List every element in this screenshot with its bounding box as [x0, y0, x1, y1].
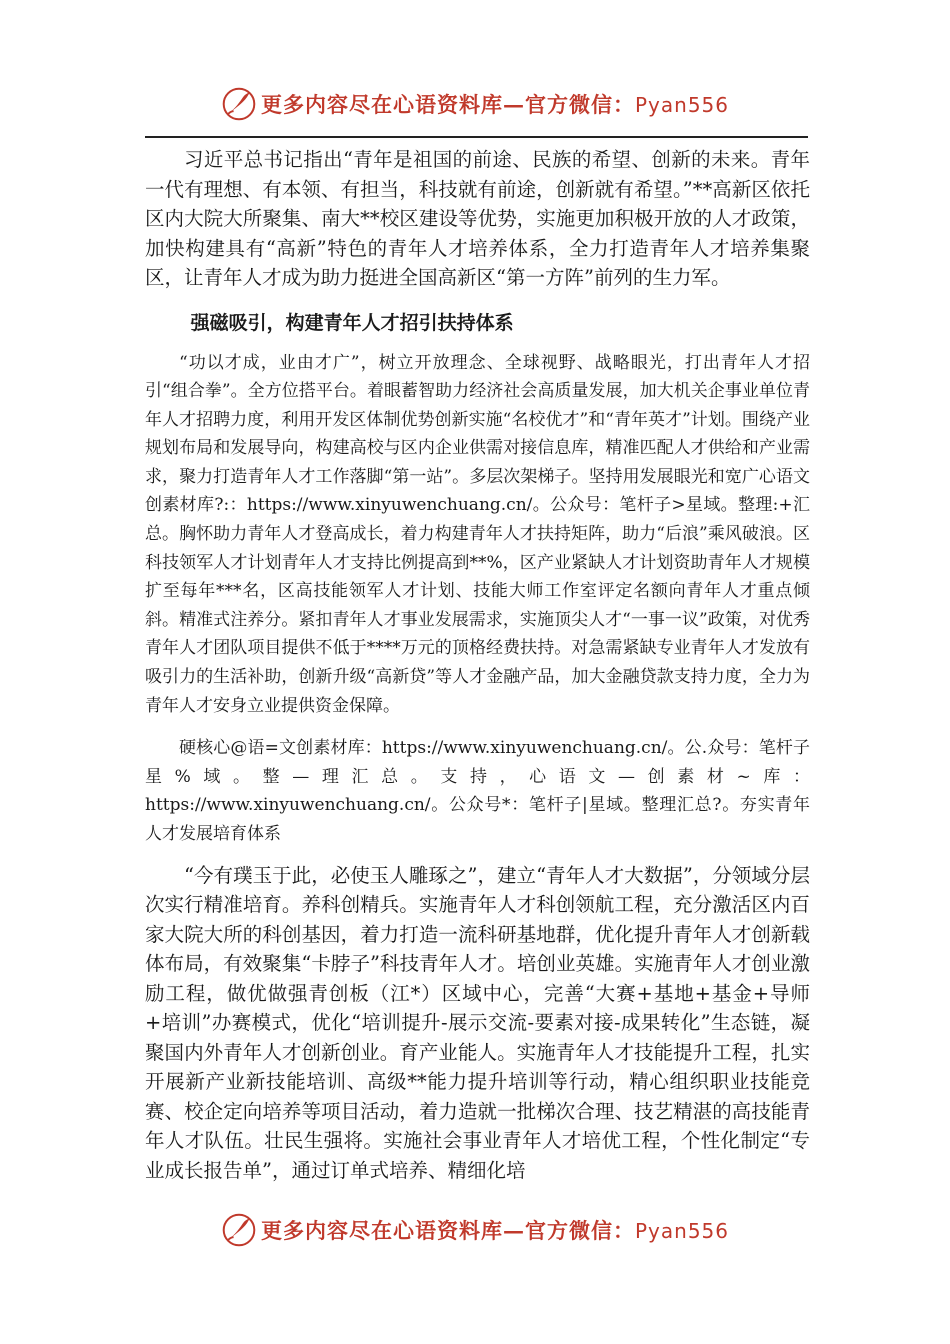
header-banner-text: 更多内容尽在心语资料库—官方微信：Pyan556 — [260, 92, 729, 117]
section-heading: 强磁吸引，构建青年人才招引扶持体系 — [190, 311, 514, 334]
watermark-paragraph: 硬核心@语=文创素材库：https://www.xinyuwenchuang.cn/。公.众号：笔杆子星%域。整—理汇总。支持，心语文—创素材~库：https://www.xinyuwenchuang.cn/。公众号*：笔杆子|星域。整理汇总?。夯实青年人才发展培育体系 — [145, 738, 810, 844]
recruitment-paragraph: “功以才成，业由才广”，树立开放理念、全球视野、战略眼光，打出青年人才招引“组合拳”。全方位搭平台。着眼蓄智助力经济社会高质量发展，加大机关企事业单位青年人才招聘力度，利用开发区体制优势创新实施“名校优才”和“青年英才”计划。围绕产业规划布局和发展导向，构建高校与区内企业供需对接信息库，精准匹配人才供给和产业需求，聚力打造青年人才工作落脚“第一站”。多层次架梯子。坚持用发展眼光和宽广心语文创素材库?:：https://www.xinyuwenchuang.cn/。公众号：笔杆子>星域。整理:+汇总。胸怀助力青年人才登高成长，着力构建青年人才扶持矩阵，助力“后浪”乘风破浪。区科技领军人才计划青年人才支持比例提高到**%，区产业紧缺人才计划资助青年人才规模扩至每年***名，区高技能领军人才计划、技能大师工作室评定名额向青年人才重点倾斜。精准式注养分。紧扣青年人才事业发展需求，实施顶尖人才“一事一议”政策，对优秀青年人才团队项目提供不低于****万元的顶格经费扶持。对急需紧缺专业青年人才发放有吸引力的生活补助，创新升级“高新贷”等人才金融产品，加大金融贷款支持力度，全力为青年人才安身立业提供资金保障。 — [145, 352, 810, 716]
header-banner — [0, 84, 950, 124]
footer-banner-text: 更多内容尽在心语资料库—官方微信：Pyan556 — [260, 1218, 729, 1243]
brush-logo-icon — [221, 1212, 257, 1248]
footer-banner — [0, 1210, 950, 1250]
intro-paragraph: 习近平总书记指出“青年是祖国的前途、民族的希望、创新的未来。青年一代有理想、有本领、有担当，科技就有前途，创新就有希望。”**高新区依托区内大院大所聚集、南大**校区建设等优势，实施更加积极开放的人才政策，加快构建具有“高新”特色的青年人才培养体系，全力打造青年人才培养集聚区，让青年人才成为助力挺进全国高新区“第一方阵”前列的生力军。 — [145, 148, 810, 289]
header-wechat-id: Pyan556 — [634, 93, 729, 117]
brush-logo-icon — [221, 86, 257, 122]
footer-wechat-id: Pyan556 — [634, 1219, 729, 1243]
article-body — [145, 145, 810, 1185]
training-paragraph: “今有璞玉于此，必使玉人雕琢之”，建立“青年人才大数据”，分领域分层次实行精准培育。养科创精兵。实施青年人才科创领航工程，充分激活区内百家大院大所的科创基因，着力打造一流科研基地群，优化提升青年人才创新载体布局，有效聚集“卡脖子”科技青年人才。培创业英雄。实施青年人才创业激励工程，做优做强青创板（江*）区域中心，完善“大赛+基地+基金+导师+培训”办赛模式，优化“培训提升-展示交流-要素对接-成果转化”生态链，凝聚国内外青年人才创新创业。育产业能人。实施青年人才技能提升工程，扎实开展新产业新技能培训、高级**能力提升培训等行动，精心组织职业技能竞赛、校企定向培养等项目活动，着力造就一批梯次合理、技艺精湛的高技能青年人才队伍。壮民生强将。实施社会事业青年人才培优工程，个性化制定“专业成长报告单”，通过订单式培养、精细化培 — [145, 863, 810, 1182]
header-divider — [145, 136, 808, 138]
